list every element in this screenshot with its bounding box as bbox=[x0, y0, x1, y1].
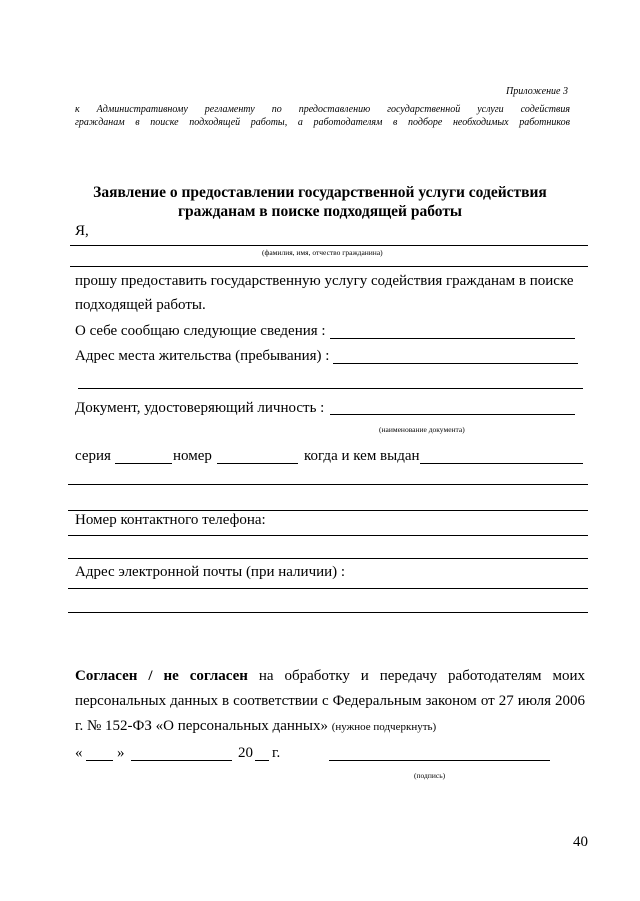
document-title-line-2: гражданам в поиске подходящей работы bbox=[177, 203, 463, 220]
number-field-line[interactable] bbox=[217, 463, 298, 464]
date-day-line[interactable] bbox=[86, 760, 113, 761]
email-field-line-2[interactable] bbox=[68, 612, 588, 613]
address-field-line-2[interactable] bbox=[78, 388, 583, 389]
annex-title: Приложение 3 bbox=[506, 86, 568, 97]
consent-line-3 bbox=[75, 717, 436, 736]
full-name-line[interactable] bbox=[70, 245, 588, 246]
date-open-quote: « bbox=[75, 745, 83, 761]
consent-line-2: персональных данных в соответствии с Федеральным законом от 27 июля 2006 bbox=[75, 693, 585, 709]
i-label: Я, bbox=[75, 223, 89, 239]
full-name-line-2[interactable] bbox=[70, 266, 588, 267]
phone-field-line[interactable] bbox=[68, 535, 588, 536]
document-title-line-1: Заявление о предоставлении государственной услуги содействия bbox=[93, 184, 547, 201]
about-label: О себе сообщаю следующие сведения : bbox=[75, 323, 326, 339]
consent-line-3-text: г. № 152-ФЗ «О персональных данных» bbox=[75, 718, 328, 734]
consent-line-1 bbox=[75, 667, 585, 685]
email-field-line[interactable] bbox=[68, 588, 588, 589]
signature-line[interactable] bbox=[329, 760, 550, 761]
issued-field-line[interactable] bbox=[420, 463, 583, 464]
number-label: номер bbox=[173, 448, 212, 464]
address-label: Адрес места жительства (пребывания) : bbox=[75, 348, 330, 364]
email-divider bbox=[68, 558, 588, 559]
consent-choice: Согласен / не согласен bbox=[75, 668, 248, 684]
document-label: Документ, удостоверяющий личность : bbox=[75, 400, 325, 416]
series-label: серия bbox=[75, 448, 111, 464]
document-field-line[interactable] bbox=[330, 414, 575, 415]
email-label: Адрес электронной почты (при наличии) : bbox=[75, 564, 346, 580]
date-close-quote: » bbox=[117, 745, 125, 761]
consent-underline-hint: (нужное подчеркнуть) bbox=[331, 721, 437, 733]
page-number: 40 bbox=[573, 834, 588, 850]
signature-hint: (подпись) bbox=[414, 771, 446, 780]
issued-label: когда и кем выдан bbox=[304, 448, 420, 464]
address-field-line[interactable] bbox=[333, 363, 578, 364]
phone-label: Номер контактного телефона: bbox=[75, 512, 266, 528]
issued-field-line-2[interactable] bbox=[68, 484, 588, 485]
document-hint: (наименование документа) bbox=[379, 425, 465, 434]
request-line-1: прошу предоставить государственную услугу содействия гражданам в поиске bbox=[75, 273, 574, 289]
annex-caption-line-2: гражданам в поиске подходящей работы, а работодателям в подборе необходимых работников bbox=[75, 117, 570, 128]
date-year-line[interactable] bbox=[255, 760, 269, 761]
request-line-2: подходящей работы. bbox=[75, 297, 206, 313]
consent-line-1-rest: на обработку и передачу работодателям моих bbox=[258, 668, 585, 684]
date-year-prefix: 20 bbox=[238, 745, 253, 761]
date-year-suffix: г. bbox=[272, 745, 281, 761]
annex-caption-line-1: к Административному регламенту по предоставлению государственной услуги содействия bbox=[75, 104, 570, 115]
full-name-hint: (фамилия, имя, отчество гражданина) bbox=[262, 248, 383, 257]
about-field-line[interactable] bbox=[330, 338, 575, 339]
date-month-line[interactable] bbox=[131, 760, 232, 761]
series-field-line[interactable] bbox=[115, 463, 172, 464]
